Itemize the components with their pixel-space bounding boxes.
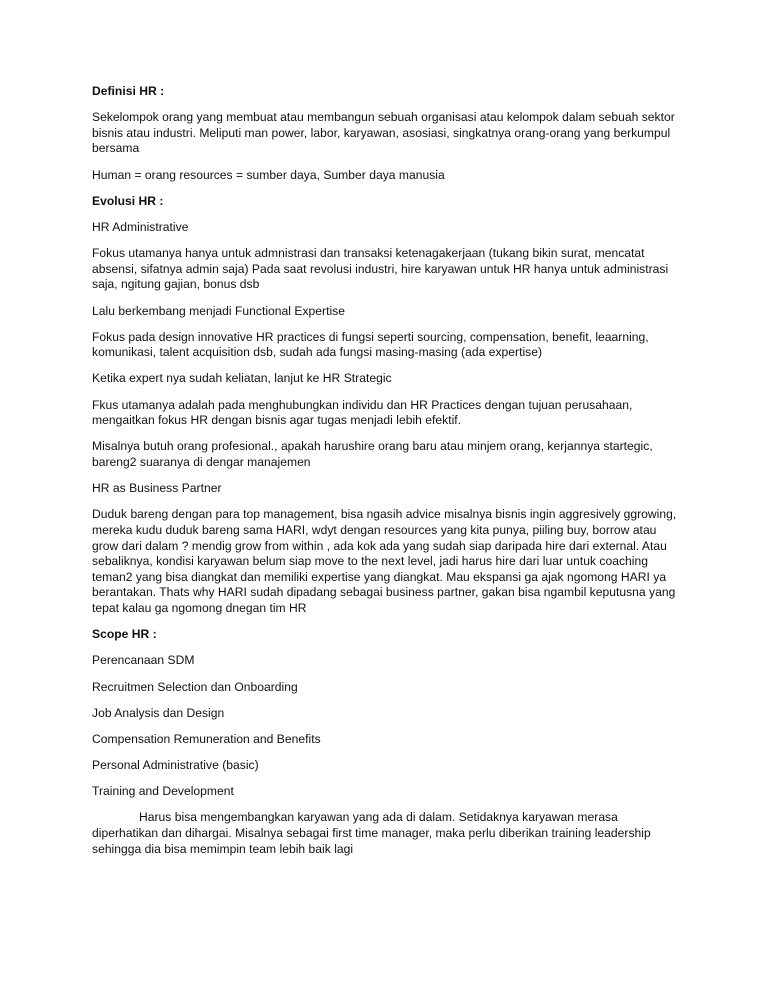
paragraph-hr-administrative: HR Administrative <box>92 219 189 234</box>
paragraph-hr-strategic: Ketika expert nya sudah keliatan, lanjut ke HR Strategic <box>92 371 392 386</box>
paragraph-human-resources: Human = orang resources = sumber daya, Sumber daya manusia <box>92 167 445 182</box>
scope-item-compensation: Compensation Remuneration and Benefits <box>92 731 321 746</box>
document-page <box>92 84 682 868</box>
scope-item-training-development: Training and Development <box>92 784 234 799</box>
heading-scope-hr: Scope HR : <box>92 627 157 642</box>
paragraph-functional-expertise: Lalu berkembang menjadi Functional Expertise <box>92 303 345 318</box>
paragraph-strategic-body: Fkus utamanya adalah pada menghubungkan individu dan HR Practices dengan tujuan perusahaan, mengaitkan fokus HR dengan bisnis agar tugas menjadi lebih efektif. <box>92 397 633 428</box>
heading-evolusi-hr: Evolusi HR : <box>92 193 164 208</box>
paragraph-business-partner-body: Duduk bareng dengan para top management, bisa ngasih advice misalnya bisnis ingin aggresively ggrowing, mereka kudu duduk bareng sama HARI, wdyt dengan resources yang kita punya, piiling buy, borrow atau grow dari dalam ? mendig grow from within , ada kok ada yang sudah siap daripada hire dari external. Atau sebaliknya, kondisi karyawan belum siap move to the next level, jadi harus hire dari luar untuk coaching teman2 yang bisa diangkat dan memiliki expertise yang diangkat. Mau ekspansi ga ajak ngomong HARI ya berantakan. Thats why HARI sudah dipadang sebagai business partner, gakan bisa ngambil keputusna yang tepat kalau ga ngomong dnegan tim HR <box>92 507 677 615</box>
scope-item-personal-administrative: Personal Administrative (basic) <box>92 758 259 773</box>
paragraph-administrative-body: Fokus utamanya hanya untuk admnistrasi dan transaksi ketenagakerjaan (tukang bikin surat, mencatat absensi, sifatnya admin saja) Pada saat revolusi industri, hire karyawan untuk HR hanya untuk administrasi saja, ngitung gajian, bonus dsb <box>92 246 669 292</box>
scope-item-recruitment: Recruitmen Selection dan Onboarding <box>92 679 298 694</box>
paragraph-training-body: Harus bisa mengembangkan karyawan yang ada di dalam. Setidaknya karyawan merasa diperhatikan dan dihargai. Misalnya sebagai first time manager, maka perlu diberikan training leadership sehingga dia bisa memimpin team lebih baik lagi <box>92 810 651 856</box>
scope-item-job-analysis: Job Analysis dan Design <box>92 705 225 720</box>
paragraph-strategic-example: Misalnya butuh orang profesional., apakah harushire orang baru atau minjem orang, kerjannya startegic, bareng2 suaranya di dengar manajemen <box>92 439 653 470</box>
heading-definisi-hr: Definisi HR : <box>92 84 165 98</box>
scope-item-perencanaan-sdm: Perencanaan SDM <box>92 653 195 668</box>
paragraph-definisi-body: Sekelompok orang yang membuat atau membangun sebuah organisasi atau kelompok dalam sebuah sektor bisnis atau industri. Meliputi man power, labor, karyawan, asosiasi, singkatnya orang-orang yang berkumpul bersama <box>92 110 675 156</box>
paragraph-business-partner: HR as Business Partner <box>92 481 222 496</box>
paragraph-functional-body: Fokus pada design innovative HR practices di fungsi seperti sourcing, compensation, benefit, leaarning, komunikasi, talent acquisition dsb, sudah ada fungsi masing-masing (ada expertise) <box>92 329 649 360</box>
